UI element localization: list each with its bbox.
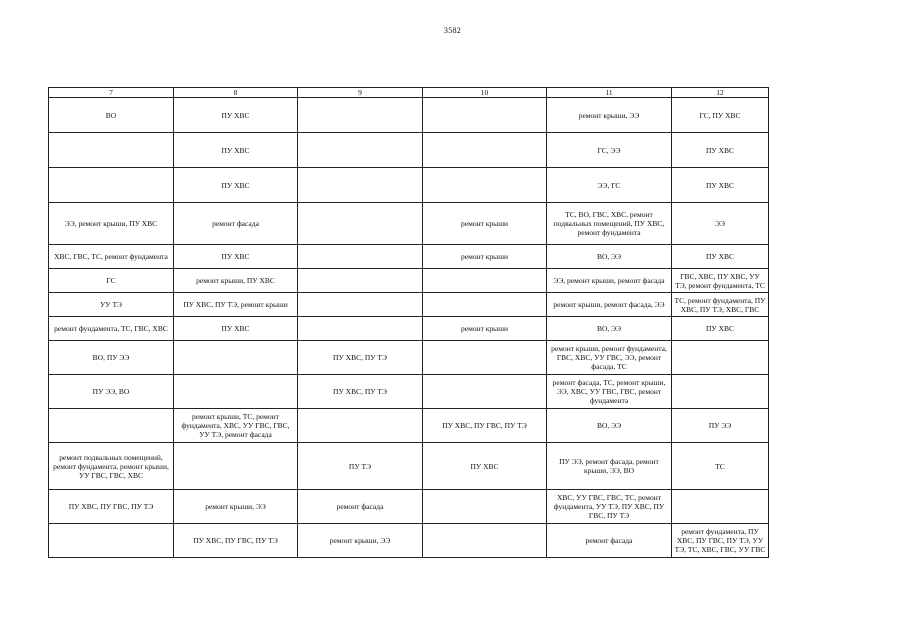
table-cell: ремонт фасада	[174, 203, 298, 245]
table-row	[49, 490, 769, 524]
table-cell	[298, 98, 423, 133]
table-cell	[298, 269, 423, 293]
table-row	[49, 409, 769, 443]
table-cell: ВО, ЭЭ	[547, 245, 672, 269]
table-cell	[423, 341, 547, 375]
table-cell: ПУ ХВС	[174, 317, 298, 341]
table-cell: ПУ ХВС	[672, 317, 769, 341]
table-cell: ремонт крыши, ремонт фасада, ЭЭ	[547, 293, 672, 317]
table-cell: ПУ ХВС	[174, 98, 298, 133]
table-row	[49, 133, 769, 168]
table-cell	[423, 269, 547, 293]
table-cell: ремонт крыши	[423, 317, 547, 341]
table-cell	[298, 409, 423, 443]
table-row	[49, 524, 769, 558]
table-row	[49, 341, 769, 375]
table-cell	[49, 409, 174, 443]
table-cell: ремонт крыши, ремонт фундамента, ГВС, ХВС, УУ ГВС, ЭЭ, ремонт фасада, ТС	[547, 341, 672, 375]
table-cell: ремонт крыши, ТС, ремонт фундамента, ХВС, УУ ГВС, ГВС, УУ ТЭ, ремонт фасада	[174, 409, 298, 443]
table-cell: ЭЭ	[672, 203, 769, 245]
table-cell	[298, 245, 423, 269]
table-cell: ГС, ЭЭ	[547, 133, 672, 168]
table-cell: ХВС, ГВС, ТС, ремонт фундамента	[49, 245, 174, 269]
table-cell: ПУ ХВС	[423, 443, 547, 490]
table-cell	[423, 98, 547, 133]
table-cell: ЭЭ, ремонт крыши, ПУ ХВС	[49, 203, 174, 245]
table-row	[49, 245, 769, 269]
table-cell: ремонт фундамента, ПУ ХВС, ПУ ГВС, ПУ ТЭ, УУ ТЭ, ТС, ХВС, ГВС, УУ ГВС	[672, 524, 769, 558]
table-row	[49, 269, 769, 293]
table-cell: ТС, ВО, ГВС, ХВС, ремонт подвальных помещений, ПУ ХВС, ремонт фундамента	[547, 203, 672, 245]
table-cell	[174, 443, 298, 490]
table-cell: ПУ ХВС	[174, 168, 298, 203]
table-cell: ПУ ЭЭ, ремонт фасада, ремонт крыши, ЭЭ, ВО	[547, 443, 672, 490]
table-cell: ПУ ХВС, ПУ ТЭ, ремонт крыши	[174, 293, 298, 317]
table-row	[49, 293, 769, 317]
table-cell: ПУ ХВС	[672, 245, 769, 269]
column-header: 12	[672, 88, 769, 98]
table-cell: УУ ТЭ	[49, 293, 174, 317]
table-cell: ГС, ПУ ХВС	[672, 98, 769, 133]
table-cell: ПУ ХВС	[672, 168, 769, 203]
table-cell	[423, 524, 547, 558]
table-cell	[672, 341, 769, 375]
table-cell: ПУ ХВС, ПУ ГВС, ПУ ТЭ	[49, 490, 174, 524]
table-cell	[298, 293, 423, 317]
table-cell: ПУ ХВС, ПУ ТЭ	[298, 375, 423, 409]
table-cell	[672, 375, 769, 409]
table-cell	[672, 490, 769, 524]
table-cell: ремонт крыши, ПУ ХВС	[174, 269, 298, 293]
table-cell: ГС	[49, 269, 174, 293]
table-cell: ремонт крыши, ЭЭ	[547, 98, 672, 133]
table-cell	[49, 168, 174, 203]
header-row	[49, 88, 769, 98]
table-cell: ВО	[49, 98, 174, 133]
table-row	[49, 317, 769, 341]
table-cell: ремонт крыши	[423, 203, 547, 245]
table-cell	[298, 317, 423, 341]
table-cell: ПУ ЭЭ, ВО	[49, 375, 174, 409]
table-cell: ПУ ХВС	[174, 245, 298, 269]
table-cell: ремонт крыши, ЭЭ	[174, 490, 298, 524]
column-header: 11	[547, 88, 672, 98]
table-cell: ВО, ЭЭ	[547, 409, 672, 443]
table-row	[49, 203, 769, 245]
table-cell	[174, 375, 298, 409]
table-row	[49, 375, 769, 409]
table-cell	[298, 168, 423, 203]
table-cell: ВО, ЭЭ	[547, 317, 672, 341]
table-cell: ремонт крыши, ЭЭ	[298, 524, 423, 558]
table-cell	[423, 293, 547, 317]
table-cell: ремонт фасада	[298, 490, 423, 524]
table-cell: ГВС, ХВС, ПУ ХВС, УУ ТЭ, ремонт фундамента, ТС	[672, 269, 769, 293]
table-cell: ПУ ТЭ	[298, 443, 423, 490]
table-cell: ремонт фасада, ТС, ремонт крыши, ЭЭ, ХВС, УУ ГВС, ГВС, ремонт фундамента	[547, 375, 672, 409]
table-cell: ремонт фундамента, ТС, ГВС, ХВС	[49, 317, 174, 341]
table-cell: ТС	[672, 443, 769, 490]
column-header: 9	[298, 88, 423, 98]
table-cell	[423, 133, 547, 168]
table-row	[49, 168, 769, 203]
table-cell: ПУ ХВС	[174, 133, 298, 168]
column-header: 8	[174, 88, 298, 98]
table-cell	[49, 524, 174, 558]
column-header: 10	[423, 88, 547, 98]
table-cell	[423, 168, 547, 203]
table-cell: ВО, ПУ ЭЭ	[49, 341, 174, 375]
table-row	[49, 98, 769, 133]
table-cell: ТС, ремонт фундамента, ПУ ХВС, ПУ ТЭ, ХВС, ГВС	[672, 293, 769, 317]
table-cell	[423, 375, 547, 409]
table-cell	[49, 133, 174, 168]
table-row	[49, 443, 769, 490]
table-cell	[423, 490, 547, 524]
page-number: 3582	[443, 26, 462, 35]
table-cell: ремонт фасада	[547, 524, 672, 558]
table-cell: ПУ ЭЭ	[672, 409, 769, 443]
table-cell: ПУ ХВС, ПУ ТЭ	[298, 341, 423, 375]
table-cell: ЭЭ, ремонт крыши, ремонт фасада	[547, 269, 672, 293]
column-header: 7	[49, 88, 174, 98]
table-cell	[298, 133, 423, 168]
table-cell	[174, 341, 298, 375]
table-cell: ремонт подвальных помещений, ремонт фундамента, ремонт крыши, УУ ГВС, ГВС, ХВС	[49, 443, 174, 490]
works-table	[48, 87, 769, 558]
table-cell: ПУ ХВС, ПУ ГВС, ПУ ТЭ	[423, 409, 547, 443]
table-cell: ХВС, УУ ГВС, ГВС, ТС, ремонт фундамента, УУ ТЭ, ПУ ХВС, ПУ ГВС, ПУ ТЭ	[547, 490, 672, 524]
table-cell: ПУ ХВС	[672, 133, 769, 168]
table-cell: ремонт крыши	[423, 245, 547, 269]
table-cell	[298, 203, 423, 245]
table-cell: ПУ ХВС, ПУ ГВС, ПУ ТЭ	[174, 524, 298, 558]
table-cell: ЭЭ, ГС	[547, 168, 672, 203]
